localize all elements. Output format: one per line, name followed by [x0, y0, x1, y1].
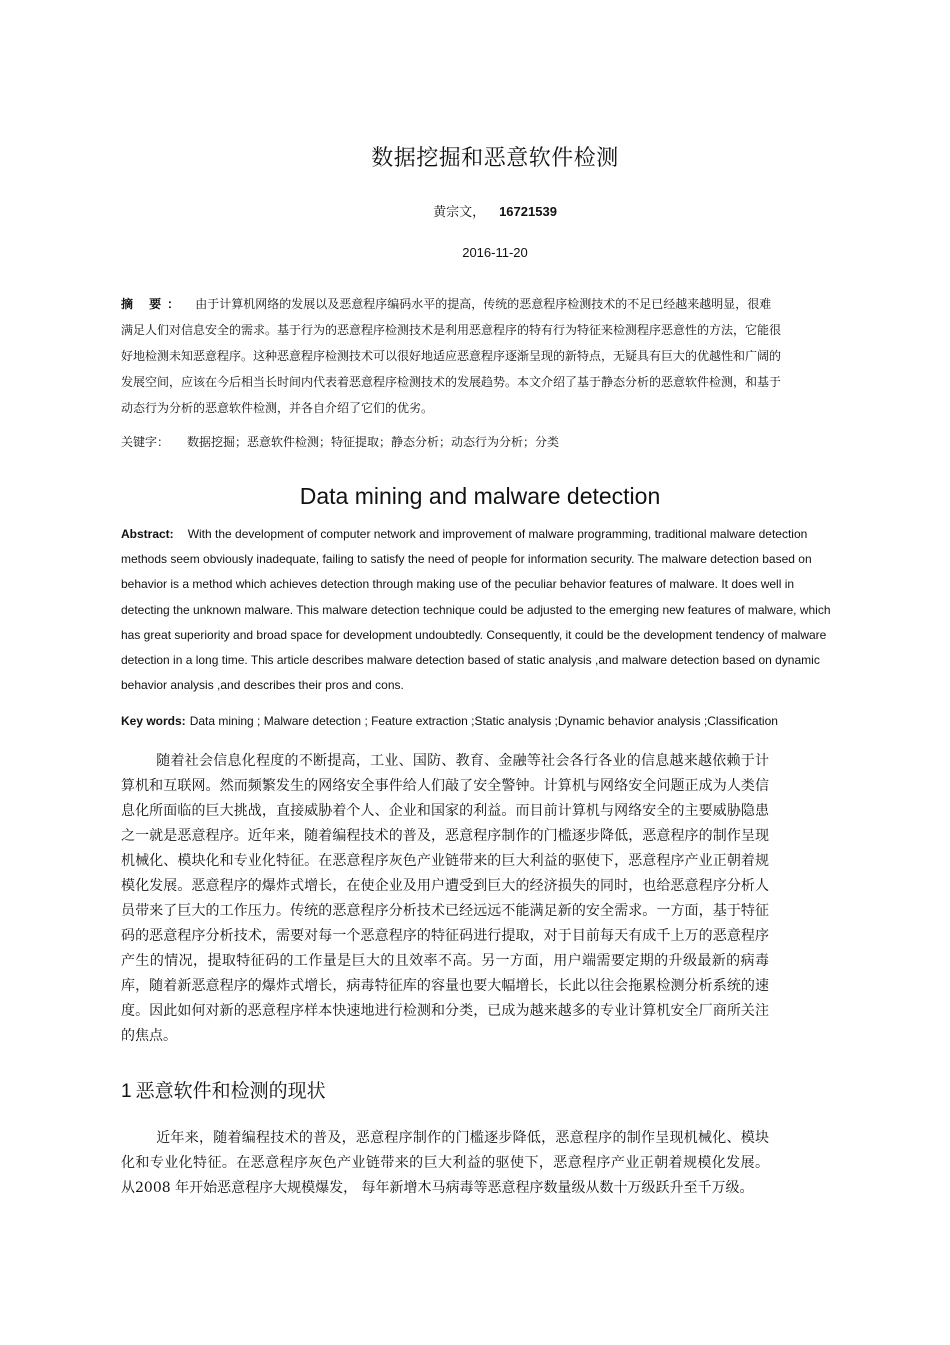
- english-keywords: [121, 714, 778, 728]
- introduction-text: 随着社会信息化程度的不断提高，工业、国防、教育、金融等社会各行各业的信息越来越依赖于计算机和互联网。然而频繁发生的网络安全事件给人们敲了安全警钟。计算机与网络安全问题正成为人类信息化所面临的巨大挑战，直接威胁着个人、企业和国家的利益。而目前计算机与网络安全的主要威胁隐患之一就是恶意程序。近年来，随着编程技术的普及，恶意程序制作的门槛逐步降低，恶意程序的制作呈现机械化、模块化和专业化特征。在恶意程序灰色产业链带来的巨大利益的驱使下，恶意程序产业正朝着规模化发展。恶意程序的爆炸式增长，在使企业及用户遭受到巨大的经济损失的同时，也给恶意程序分析人员带来了巨大的工作压力。传统的恶意程序分析技术已经远远不能满足新的安全需求。一方面，基于特征码的恶意程序分析技术，需要对每一个恶意程序的特征码进行提取，对于目前每天有成千上万的恶意程序产生的情况，提取特征码的工作量是巨大的且效率不高。另一方面，用户端需要定期的升级最新的病毒库，随着新恶意程序的爆炸式增长，病毒特征库的容量也要大幅增长，长此以往会拖累检测分析系统的速度。因此如何对新的恶意程序样本快速地进行检测和分类，已成为越来越多的专业计算机安全厂商所关注的焦点。: [121, 753, 769, 1044]
- chinese-abstract-text: 由于计算机网络的发展以及恶意程序编码水平的提高，传统的恶意程序检测技术的不足已经越来越明显，很难满足人们对信息安全的需求。基于行为的恶意程序检测技术是利用恶意程序的特有行为特征来检测程序恶意性的方法，它能很好地检测未知恶意程序。这种恶意程序检测技术可以很好地适应恶意程序逐渐呈现的新特点，无疑具有巨大的优越性和广阔的发展空间，应该在今后相当长时间内代表着恶意程序检测技术的发展趋势。本文介绍了基于静态分析的恶意软件检测，和基于动态行为分析的恶意软件检测，并各自介绍了它们的优劣。: [121, 297, 782, 415]
- english-abstract-text: With the development of computer network and improvement of malware programming, traditional malware detection methods seem obviously inadequate, failing to satisfy the need of people for information security. The malware detection based on behavior is a method which achieves detection through making use of the peculiar behavior features of malware. It does well in detecting the unknown malware. This malware detection technique could be adjusted to the emerging new features of malware, which has great superiority and broad space for development undoubtedly. Consequently, it could be the development tendency of malware detection in a long time. This article describes malware detection based of static analysis ,and malware detection based on dynamic behavior analysis ,and describes their pros and cons.: [121, 527, 831, 693]
- section-1-heading: [121, 1076, 326, 1103]
- english-keywords-label: Key words:: [121, 714, 186, 728]
- author-name: 黄宗文，: [433, 205, 486, 220]
- english-abstract-label: Abstract:: [121, 527, 174, 541]
- chinese-keywords-text: 数据挖掘；恶意软件检测；特征提取；静态分析；动态行为分析；分类: [187, 435, 560, 449]
- chinese-title: 数据挖掘和恶意软件检测: [371, 146, 619, 171]
- introduction-paragraph: [121, 749, 769, 1049]
- english-keywords-text: Data mining ; Malware detection ; Feature extraction ;Static analysis ;Dynamic behavior analysis ;Classification: [189, 714, 778, 728]
- date: 2016-11-20: [462, 245, 528, 260]
- section-1-number: 1: [121, 1081, 132, 1102]
- chinese-abstract: [121, 291, 781, 421]
- chinese-keywords-label: 关键字：: [121, 435, 170, 449]
- english-abstract: [121, 522, 843, 698]
- chinese-abstract-label: 摘 要：: [121, 297, 186, 311]
- section-1-title: 恶意软件和检测的现状: [135, 1080, 326, 1102]
- student-id: 16721539: [499, 204, 557, 219]
- section-1-text: 近年来，随着编程技术的普及，恶意程序制作的门槛逐步降低，恶意程序的制作呈现机械化、模块化和专业化特征。在恶意程序灰色产业链带来的巨大利益的驱使下，恶意程序产业正朝着规模化发展。 从2008 年开始恶意程序大规模爆发， 每年新增木马病毒等恶意程序数量级从数十万级跃升至千万级。: [121, 1130, 769, 1196]
- author-line: [0, 201, 950, 220]
- section-1-paragraph: [121, 1126, 769, 1201]
- chinese-keywords: [121, 433, 559, 450]
- english-title: Data mining and malware detection: [299, 483, 661, 509]
